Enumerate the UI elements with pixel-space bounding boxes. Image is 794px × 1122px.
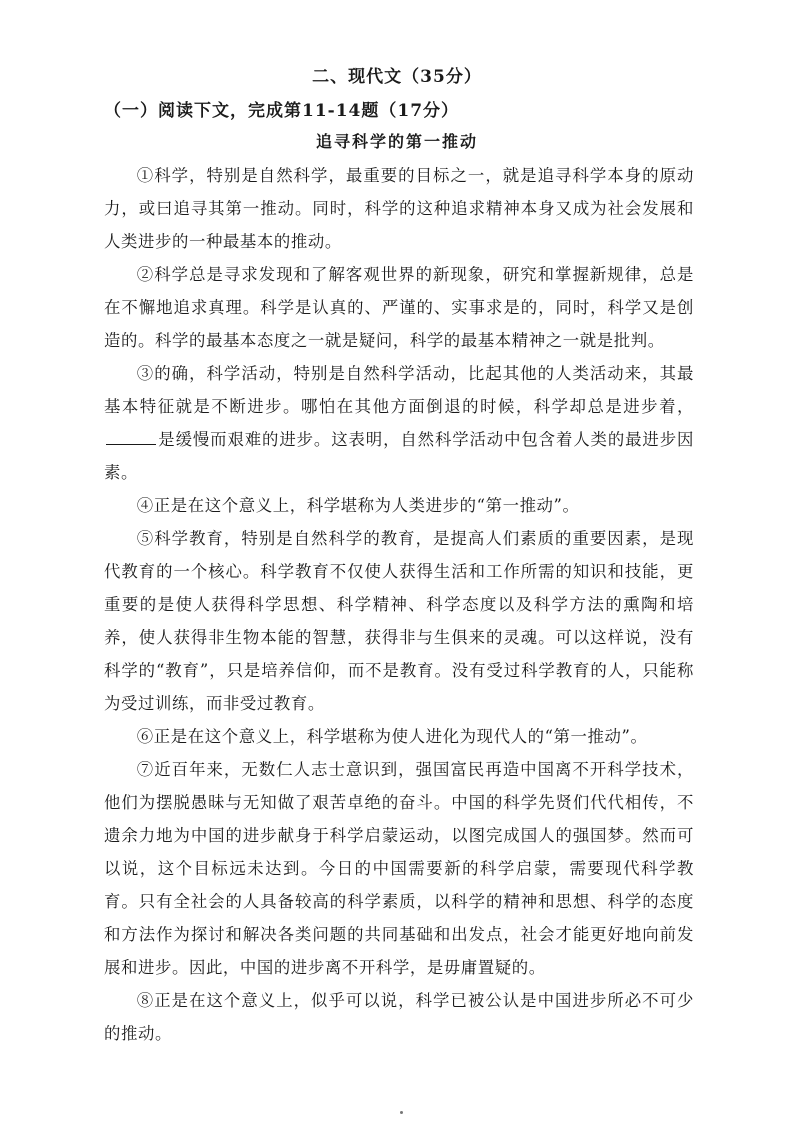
paragraph-2: ②科学总是寻求发现和了解客观世界的新现象，研究和掌握新规律，总是在不懈地追求真理。科学是认真的、严谨的、实事求是的，同时，科学又是创造的。科学的最基本态度之一就是疑问，科学的最基本精神之一就是批判。 (104, 265, 694, 350)
scan-dot (400, 1111, 403, 1114)
paragraph-3-before-blank: ③的确，科学活动，特别是自然科学活动，比起其他的人类活动来，其最基本特征就是不断进步。哪怕在其他方面倒退的时候，科学却总是进步着， (104, 364, 694, 416)
paragraph-7: ⑦近百年来，无数仁人志士意识到，强国富民再造中国离不开科学技术，他们为摆脱愚昧与无知做了艰苦卓绝的奋斗。中国的科学先贤们代代相传，不遗余力地为中国的进步献身于科学启蒙运动，以图完成国人的强国梦。然而可以说，这个目标远未达到。今日的中国需要新的科学启蒙，需要现代科学教育。只有全社会的人具备较高的科学素质，以科学的精神和思想、科学的态度和方法作为探讨和解决各类问题的共同基础和出发点，社会才能更好地向前发展和进步。因此，中国的进步离不开科学，是毋庸置疑的。 (104, 760, 694, 977)
fill-in-blank[interactable] (106, 426, 156, 445)
paragraph-1: ①科学，特别是自然科学，最重要的目标之一，就是追寻科学本身的原动力，或曰追寻其第一推动。同时，科学的这种追求精神本身又成为社会发展和人类进步的一种最基本的推动。 (104, 166, 694, 251)
article-body (104, 159, 694, 1050)
paragraph-3-after-blank: 是缓慢而艰难的进步。这表明，自然科学活动中包含着人类的最进步因素。 (104, 430, 694, 482)
paragraph-6: ⑥正是在这个意义上，科学堪称为使人进化为现代人的“第一推动”。 (136, 727, 648, 746)
paragraph-5: ⑤科学教育，特别是自然科学的教育，是提高人们素质的重要因素，是现代教育的一个核心。科学教育不仅使人获得生活和工作所需的知识和技能，更重要的是使人获得科学思想、科学精神、科学态度以及科学方法的熏陶和培养，使人获得非生物本能的智慧，获得非与生俱来的灵魂。可以这样说，没有科学的“教育”，只是培养信仰，而不是教育。没有受过科学教育的人，只能称为受过训练，而非受过教育。 (104, 529, 694, 713)
section-title: 二、现代文（35分） (312, 67, 482, 87)
paragraph-8: ⑧正是在这个意义上，似乎可以说，科学已被公认是中国进步所必不可少的推动。 (104, 991, 694, 1043)
article-title: 追寻科学的第一推动 (315, 132, 478, 151)
paragraph-4: ④正是在这个意义上，科学堪称为人类进步的“第一推动”。 (136, 496, 580, 515)
question-title: （一）阅读下文，完成第11-14题（17分） (104, 101, 460, 121)
paragraph-3 (104, 357, 694, 489)
